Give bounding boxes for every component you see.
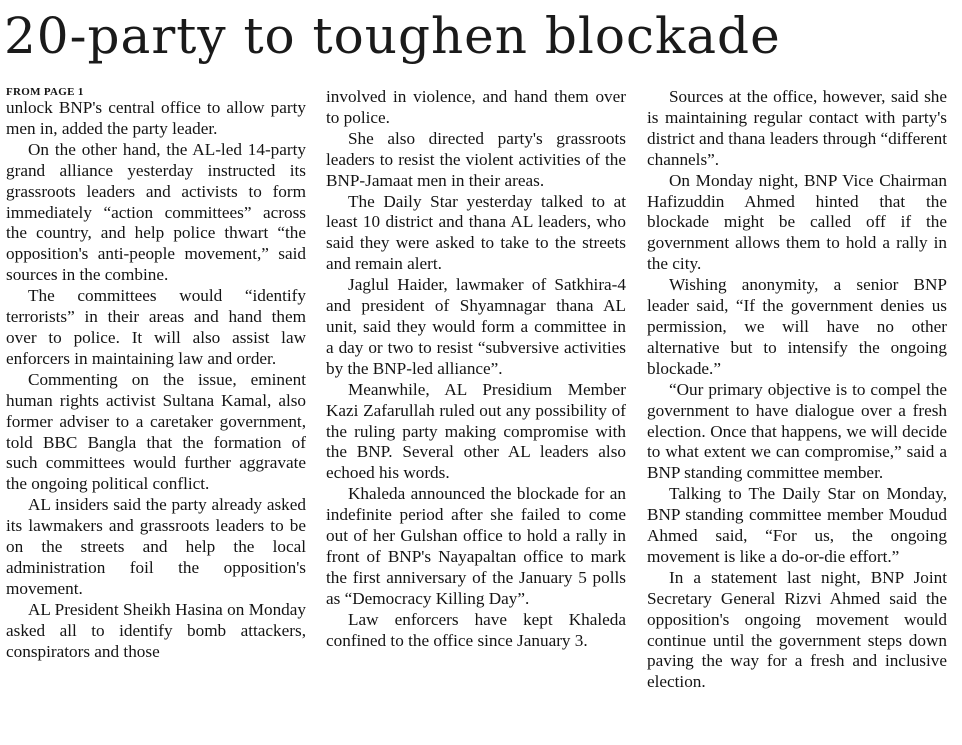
- article-paragraph: On the other hand, the AL-led 14-party grand alliance yesterday instructed its grassroots leaders and activists to form immediately “action committees” across the country, and help police thwart “the opposition's anti-people movement,” said sources in the combine.: [6, 139, 306, 285]
- article-paragraph: The Daily Star yesterday talked to at least 10 district and thana AL leaders, who said they were asked to take to the streets and remain alert.: [326, 191, 626, 274]
- article-paragraph: AL insiders said the party already asked its lawmakers and grassroots leaders to be on the streets and help the local administration foil the opposition's movement.: [6, 495, 306, 598]
- article-paragraph: involved in violence, and hand them over to police.: [326, 87, 626, 127]
- article-paragraph: Meanwhile, AL Presidium Member Kazi Zafarullah ruled out any possibility of the ruling party making compromise with the BNP. Several other AL leaders also echoed his words.: [326, 379, 626, 483]
- article-paragraph: AL President Sheikh Hasina on Monday asked all to identify bomb attackers, conspirators and those: [6, 599, 306, 661]
- article-paragraph: Law enforcers have kept Khaleda confined to the office since January 3.: [326, 609, 626, 650]
- article-column-3: [647, 87, 947, 693]
- continuation-kicker: FROM PAGE 1: [6, 86, 84, 98]
- article-paragraph: Commenting on the issue, eminent human rights activist Sultana Kamal, also former adviser to a caretaker government, told BBC Bangla that the formation of such committees would further aggravate the ongoing political conflict.: [6, 369, 306, 494]
- headline: 20-party to toughen blockade: [4, 7, 781, 65]
- article-paragraph: Talking to The Daily Star on Monday, BNP standing committee member Moudud Ahmed said, “For us, the ongoing movement is like a do-or-die effort.”: [647, 484, 947, 566]
- article-paragraph: “Our primary objective is to compel the government to have dialogue over a fresh election. Once that happens, we will decide to what extent we can compromise,” said a BNP standing committee member.: [647, 379, 947, 483]
- article-paragraph: On Monday night, BNP Vice Chairman Hafizuddin Ahmed hinted that the blockade might be called off if the government allows them to hold a rally in the city.: [647, 170, 947, 274]
- article-column-2: [326, 87, 626, 651]
- article-paragraph: In a statement last night, BNP Joint Secretary General Rizvi Ahmed said the opposition's ongoing movement would continue until the government steps down paving the way for a fresh and inclusive election.: [647, 567, 947, 692]
- article-column-1: [6, 86, 306, 662]
- article-paragraph: Wishing anonymity, a senior BNP leader said, “If the government denies us permission, we will have no other alternative but to intensify the ongoing blockade.”: [647, 275, 947, 378]
- article-paragraph: Sources at the office, however, said she is maintaining regular contact with party's district and thana leaders through “different channels”.: [647, 87, 947, 169]
- article-paragraph: The committees would “identify terrorists” in their areas and hand them over to police. It will also assist law enforcers in maintaining law and order.: [6, 286, 306, 368]
- article-paragraph: unlock BNP's central office to allow party men in, added the party leader.: [6, 98, 306, 138]
- article-paragraph: She also directed party's grassroots leaders to resist the violent activities of the BNP-Jamaat men in their areas.: [326, 128, 626, 190]
- article-paragraph: Jaglul Haider, lawmaker of Satkhira-4 and president of Shyamnagar thana AL unit, said they would form a committee in a day or two to resist “subversive activities by the BNP-led alliance”.: [326, 275, 626, 378]
- article-paragraph: Khaleda announced the blockade for an indefinite period after she failed to come out of her Gulshan office to hold a rally in front of BNP's Nayapaltan office to mark the first anniversary of the January 5 polls as “Democracy Killing Day”.: [326, 484, 626, 608]
